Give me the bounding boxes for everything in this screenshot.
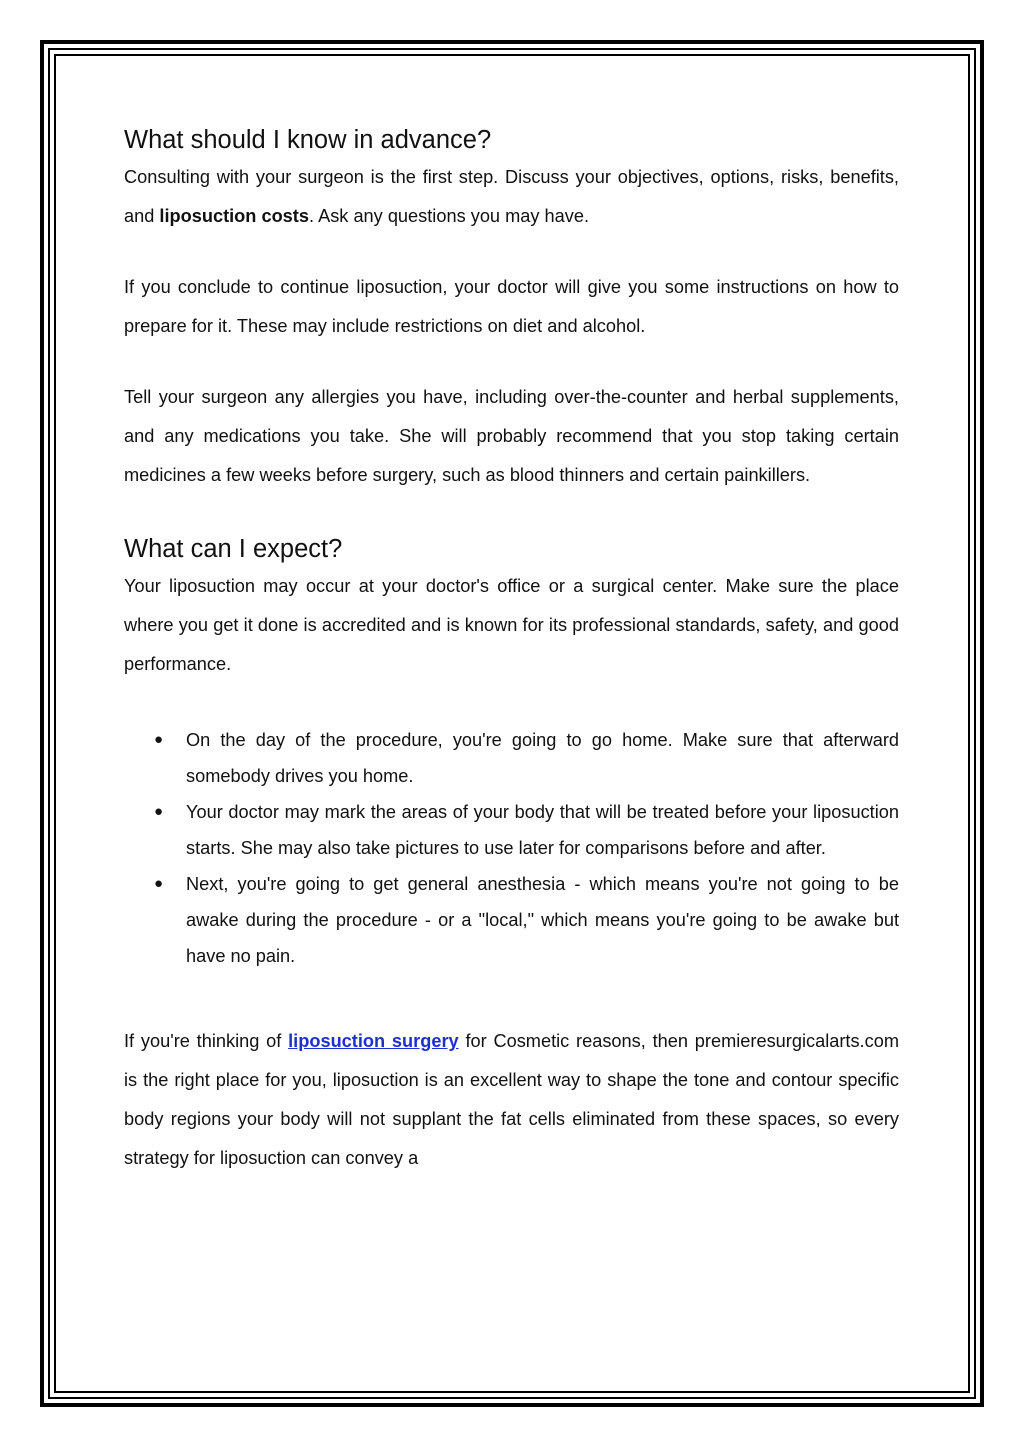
- paragraph-closing-rest: for Cosmetic reasons, then premieresurgicalarts.com is the right place for you, liposuction is an excellent way to shape the tone and contour specific body regions your body will not supplant the fat cells eliminated from these spaces, so every strategy for liposuction can convey a: [124, 1031, 899, 1168]
- document-content: [124, 122, 899, 1178]
- paragraph-allergies: Tell your surgeon any allergies you have, including over-the-counter and herbal supplements, and any medications you take. She will probably recommend that you stop taking certain medicines a few weeks before surgery, such as blood thinners and certain painkillers.: [124, 387, 899, 485]
- list-item-text: Your doctor may mark the areas of your body that will be treated before your liposuction starts. She may also take pictures to use later for comparisons before and after.: [186, 802, 899, 858]
- list-item: [124, 866, 899, 974]
- bullet-icon: ●: [154, 731, 164, 748]
- paragraph-instructions: If you conclude to continue liposuction, your doctor will give you some instructions on how to prepare for it. These may include restrictions on diet and alcohol.: [124, 277, 899, 336]
- paragraph-consulting-tail: . Ask any questions you may have.: [308, 206, 590, 226]
- bullet-icon: ●: [154, 875, 164, 892]
- paragraph-consulting-text: Consulting with your surgeon is the first step. Discuss your objectives, options, risks, benefits, and: [124, 167, 899, 226]
- list-item: [124, 794, 899, 866]
- liposuction-surgery-link[interactable]: liposuction surgery: [288, 1031, 459, 1051]
- heading-know-in-advance: What should I know in advance?: [124, 126, 492, 154]
- paragraph-location: Your liposuction may occur at your doctor's office or a surgical center. Make sure the place where you get it done is accredited and is known for its professional standards, safety, and good performance.: [124, 576, 899, 674]
- procedure-list: [124, 722, 899, 974]
- paragraph-consulting: [124, 158, 899, 236]
- paragraph-closing-start: If you're thinking of: [124, 1031, 289, 1051]
- list-item: [124, 722, 899, 794]
- list-item-text: On the day of the procedure, you're going to go home. Make sure that afterward somebody drives you home.: [186, 730, 899, 786]
- bold-liposuction-costs: liposuction costs: [159, 206, 309, 226]
- list-item-text: Next, you're going to get general anesthesia - which means you're not going to be awake during the procedure - or a "local," which means you're going to be awake but have no pain.: [186, 874, 899, 966]
- bullet-icon: ●: [154, 803, 164, 820]
- heading-what-to-expect: What can I expect?: [124, 535, 343, 563]
- paragraph-closing: [124, 1022, 899, 1178]
